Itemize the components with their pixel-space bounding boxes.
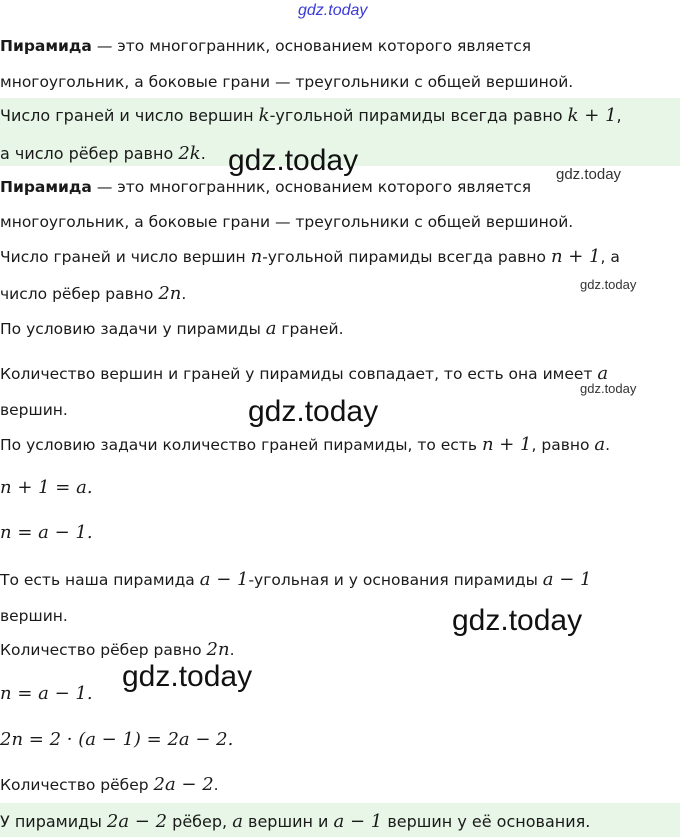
solution-line-3: вершин. <box>0 401 68 419</box>
answer-line: У пирамиды 2a − 2 рёбер, a вершин и a − 1 вершин у её основания. <box>0 811 591 832</box>
watermark-1: gdz.today <box>228 144 359 177</box>
solution-line-4: По условию задачи количество граней пирамиды, то есть n + 1, равно a. <box>0 434 611 455</box>
term-pyramid-2: Пирамида <box>0 178 92 196</box>
term-pyramid: Пирамида <box>0 37 92 55</box>
solution-line-1: По условию задачи у пирамиды a граней. <box>0 318 344 339</box>
equation-3: n = a − 1. <box>0 683 93 704</box>
solution-line-6: вершин. <box>0 607 68 625</box>
solution-line-7: Количество рёбер равно 2n. <box>0 639 235 660</box>
definition-repeat-line-3: Число граней и число вершин n-угольной пирамиды всегда равно n + 1, а <box>0 246 620 267</box>
equation-1: n + 1 = a. <box>0 477 93 498</box>
watermark-2: gdz.today <box>248 395 379 428</box>
definition-line-3: Число граней и число вершин k-угольной пирамиды всегда равно k + 1, <box>0 105 622 126</box>
definition-repeat-line-1: Пирамида — это многогранник, основанием которого является <box>0 178 532 196</box>
watermark-top: gdz.today <box>298 2 368 19</box>
solution-line-2: Количество вершин и граней у пирамиды совпадает, то есть она имеет a <box>0 363 609 384</box>
watermark-4: gdz.today <box>122 660 253 693</box>
definition-repeat-line-4: число рёбер равно 2n. <box>0 283 187 304</box>
watermark-small-1: gdz.today <box>556 166 622 183</box>
definition-line-4: а число рёбер равно 2k. <box>0 143 206 164</box>
watermark-small-3: gdz.today <box>580 381 637 396</box>
definition-line-1: Пирамида — это многогранник, основанием которого является <box>0 37 532 55</box>
equation-4: 2n = 2 · (a − 1) = 2a − 2. <box>0 729 234 750</box>
definition-repeat-line-2: многоугольник, а боковые грани — треугольники с общей вершиной. <box>0 213 574 231</box>
definition-line-2: многоугольник, а боковые грани — треугольники с общей вершиной. <box>0 73 574 91</box>
solution-line-5: То есть наша пирамида a − 1-угольная и у основания пирамиды a − 1 <box>0 569 592 590</box>
solution-line-8: Количество рёбер 2a − 2. <box>0 774 219 795</box>
watermark-small-2: gdz.today <box>580 277 637 292</box>
equation-2: n = a − 1. <box>0 522 93 543</box>
watermark-3: gdz.today <box>452 604 583 637</box>
